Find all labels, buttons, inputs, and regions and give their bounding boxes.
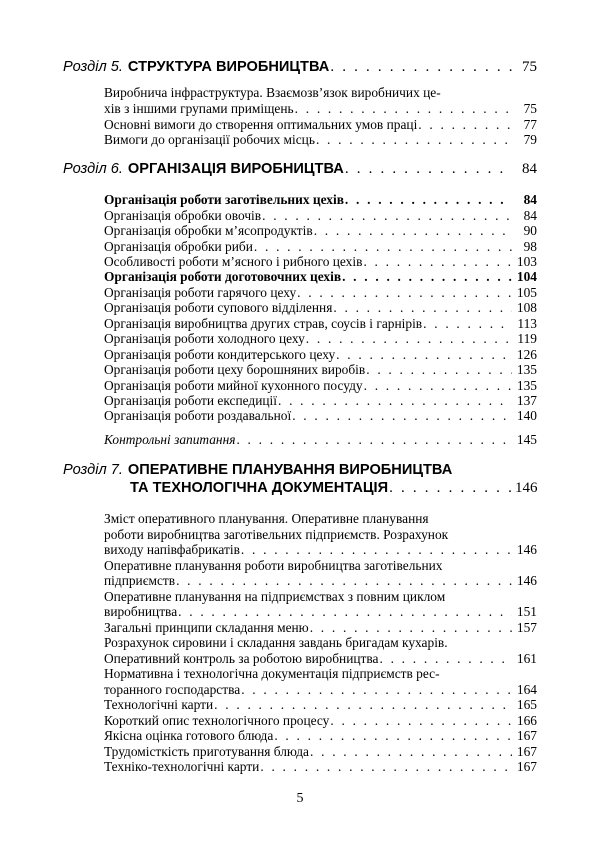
leader-dots [366, 362, 512, 377]
page-number: 146 [515, 480, 538, 496]
toc-entry-questions[interactable] [104, 432, 537, 447]
page-footer-number: 5 [296, 791, 304, 806]
leader-dots [336, 347, 512, 362]
page-number: 151 [516, 604, 537, 619]
entry-text: підприємств [104, 573, 176, 588]
leader-dots [295, 101, 512, 116]
toc-entry[interactable] [104, 254, 537, 269]
page-number: 146 [516, 542, 537, 557]
leader-dots [363, 254, 512, 269]
entry-text: Техніко-технологічні карти [104, 759, 260, 774]
toc-entry-line: роботи виробництва заготівельних підприємств. Розрахунок [104, 527, 449, 542]
page-number: 135 [516, 378, 537, 393]
toc-entry[interactable] [104, 132, 537, 147]
entry-text: Організація виробництва других страв, соусів і гарнірів [104, 316, 423, 331]
leader-dots [310, 620, 512, 635]
toc-entry[interactable] [104, 362, 537, 377]
toc-entry[interactable] [104, 269, 537, 284]
page-number: 146 [516, 573, 537, 588]
leader-dots [345, 192, 512, 207]
page-number: 165 [516, 697, 537, 712]
entry-text: Організація роботи гарячого цеху [104, 285, 297, 300]
page-number: 135 [516, 362, 537, 377]
page-number: 108 [516, 300, 537, 315]
leader-dots [278, 393, 512, 408]
toc-entry[interactable] [104, 682, 537, 697]
section-prefix: Розділ 6. [63, 161, 123, 177]
section-title: СТРУКТУРА ВИРОБНИЦТВА [127, 59, 330, 75]
entry-text: Якісна оцінка готового блюда [104, 728, 274, 743]
toc-entry[interactable] [104, 604, 537, 619]
page-number: 84 [522, 161, 537, 177]
page-number: 84 [523, 208, 537, 223]
leader-dots [254, 239, 512, 254]
page-number: 140 [516, 408, 537, 423]
entry-text: Організація роботи цеху борошняних виробів [104, 362, 366, 377]
toc-entry-line: Оперативне планування на підприємствах з повним циклом [104, 589, 446, 604]
page-number: 167 [516, 744, 537, 759]
toc-entry[interactable] [104, 728, 537, 743]
toc-entry[interactable] [104, 759, 537, 774]
toc-entry[interactable] [104, 744, 537, 759]
entry-text: Технологічні карти [104, 697, 214, 712]
leader-dots [178, 604, 512, 619]
entry-text: Організація роботи роздавальної [104, 408, 292, 423]
toc-section-6[interactable] [63, 162, 537, 177]
entry-text: Організація роботи експедиції [104, 393, 277, 408]
page-number: 161 [516, 651, 537, 666]
entry-text: Організація роботи заготівельних цехів [104, 192, 344, 207]
leader-dots [214, 697, 512, 712]
toc-entry-line: Виробнича інфраструктура. Взаємозв’язок виробничих це- [104, 85, 441, 100]
leader-dots [241, 682, 512, 697]
page-number: 119 [517, 331, 537, 346]
page-number: 145 [516, 432, 537, 447]
leader-dots [342, 269, 512, 284]
leader-dots [314, 223, 512, 238]
entry-text: Оперативний контроль за роботою виробництва [104, 651, 379, 666]
toc-entry-line: Нормативна і технологічна документація підприємств рес- [104, 666, 440, 681]
leader-dots [262, 208, 512, 223]
section-title: ТА ТЕХНОЛОГІЧНА ДОКУМЕНТАЦІЯ [130, 480, 389, 496]
toc-entry[interactable] [104, 331, 537, 346]
page-number: 104 [516, 269, 537, 284]
toc-entry[interactable] [104, 378, 537, 393]
entry-text: виходу напівфабрикатів [104, 542, 240, 557]
entry-text: Організація обробки овочів [104, 208, 262, 223]
page-number: 157 [516, 620, 537, 635]
toc-entry[interactable] [104, 347, 537, 362]
leader-dots [297, 285, 512, 300]
page-number: 103 [516, 254, 537, 269]
entry-text: торанного господарства [104, 682, 241, 697]
toc-entry-line: Розрахунок сировини і складання завдань бригадам кухарів. [104, 635, 448, 650]
leader-dots [379, 651, 512, 666]
page-number: 75 [522, 59, 537, 75]
leader-dots [364, 378, 512, 393]
section-prefix: Розділ 7. [63, 462, 123, 478]
leader-dots [389, 481, 512, 496]
leader-dots [333, 300, 512, 315]
toc-entry-line: Зміст оперативного планування. Оперативне планування [104, 511, 429, 526]
entry-text: Контрольні запитання [104, 432, 236, 447]
toc-entry[interactable] [104, 542, 537, 557]
leader-dots [345, 162, 512, 177]
entry-text: Загальні принципи складання меню [104, 620, 309, 635]
entry-text: Організація роботи мийної кухонного посуду [104, 378, 363, 393]
leader-dots [274, 728, 512, 743]
page-number: 79 [523, 132, 537, 147]
toc-entry[interactable] [104, 101, 537, 116]
toc-entry[interactable] [104, 393, 537, 408]
toc-entry[interactable] [104, 697, 537, 712]
toc-entry[interactable] [104, 223, 537, 238]
toc-entry[interactable] [104, 300, 537, 315]
section-prefix: Розділ 5. [63, 59, 123, 75]
toc-entry[interactable] [104, 651, 537, 666]
page-number: 105 [516, 285, 537, 300]
leader-dots [423, 316, 512, 331]
page-number: 84 [523, 192, 537, 207]
toc-entry[interactable] [104, 192, 537, 207]
entry-text: Організація обробки м’ясопродуктів [104, 223, 313, 238]
leader-dots [236, 432, 512, 447]
leader-dots [241, 542, 512, 557]
page-number: 113 [517, 316, 537, 331]
entry-text: Особливості роботи м’ясного і рибного цехів [104, 254, 363, 269]
entry-text: Організація роботи доготовочних цехів [104, 269, 342, 284]
leader-dots [292, 408, 512, 423]
entry-text: Організація роботи холодного цеху [104, 331, 305, 346]
toc-entry[interactable] [104, 316, 537, 331]
toc-entry[interactable] [104, 620, 537, 635]
entry-text: Організація роботи супового відділення [104, 300, 333, 315]
leader-dots [176, 573, 512, 588]
leader-dots [310, 744, 512, 759]
page-number: 75 [523, 101, 537, 116]
toc-section-7[interactable] [130, 481, 537, 496]
leader-dots [330, 713, 512, 728]
entry-text: Основні вимоги до створення оптимальних умов праці [104, 117, 418, 132]
entry-text: Організація роботи кондитерського цеху [104, 347, 336, 362]
leader-dots [330, 60, 512, 75]
toc-entry[interactable] [104, 713, 537, 728]
page-number: 167 [516, 728, 537, 743]
page-number: 137 [516, 393, 537, 408]
section-title: ОРГАНІЗАЦІЯ ВИРОБНИЦТВА [127, 161, 344, 177]
leader-dots [306, 331, 512, 346]
page-number: 167 [516, 759, 537, 774]
page-number: 90 [523, 223, 537, 238]
entry-text: Організація обробки риби [104, 239, 253, 254]
page-number: 98 [523, 239, 537, 254]
page-number: 77 [523, 117, 537, 132]
leader-dots [260, 759, 512, 774]
leader-dots [316, 132, 512, 147]
toc-entry[interactable] [104, 117, 537, 132]
page-number: 164 [516, 682, 537, 697]
toc-entry-line: Оперативне планування роботи виробництва заготівельних [104, 558, 443, 573]
entry-text: хів з іншими групами приміщень [104, 101, 294, 116]
entry-text: Короткий опис технологічного процесу [104, 713, 330, 728]
leader-dots [418, 117, 512, 132]
toc-entry[interactable] [104, 408, 537, 423]
toc-entry[interactable] [104, 285, 537, 300]
toc-entry[interactable] [104, 573, 537, 588]
toc-section-7-line1[interactable] [63, 463, 537, 478]
entry-text: Вимоги до організації робочих місць [104, 132, 315, 147]
entry-text: Трудомісткість приготування блюда [104, 744, 310, 759]
toc-entry[interactable] [104, 208, 537, 223]
toc-section-5[interactable] [63, 60, 537, 75]
toc-entry[interactable] [104, 239, 537, 254]
page-number: 166 [516, 713, 537, 728]
section-title: ОПЕРАТИВНЕ ПЛАНУВАННЯ ВИРОБНИЦТВА [127, 462, 453, 478]
page-number: 126 [516, 347, 537, 362]
entry-text: виробництва [104, 604, 178, 619]
